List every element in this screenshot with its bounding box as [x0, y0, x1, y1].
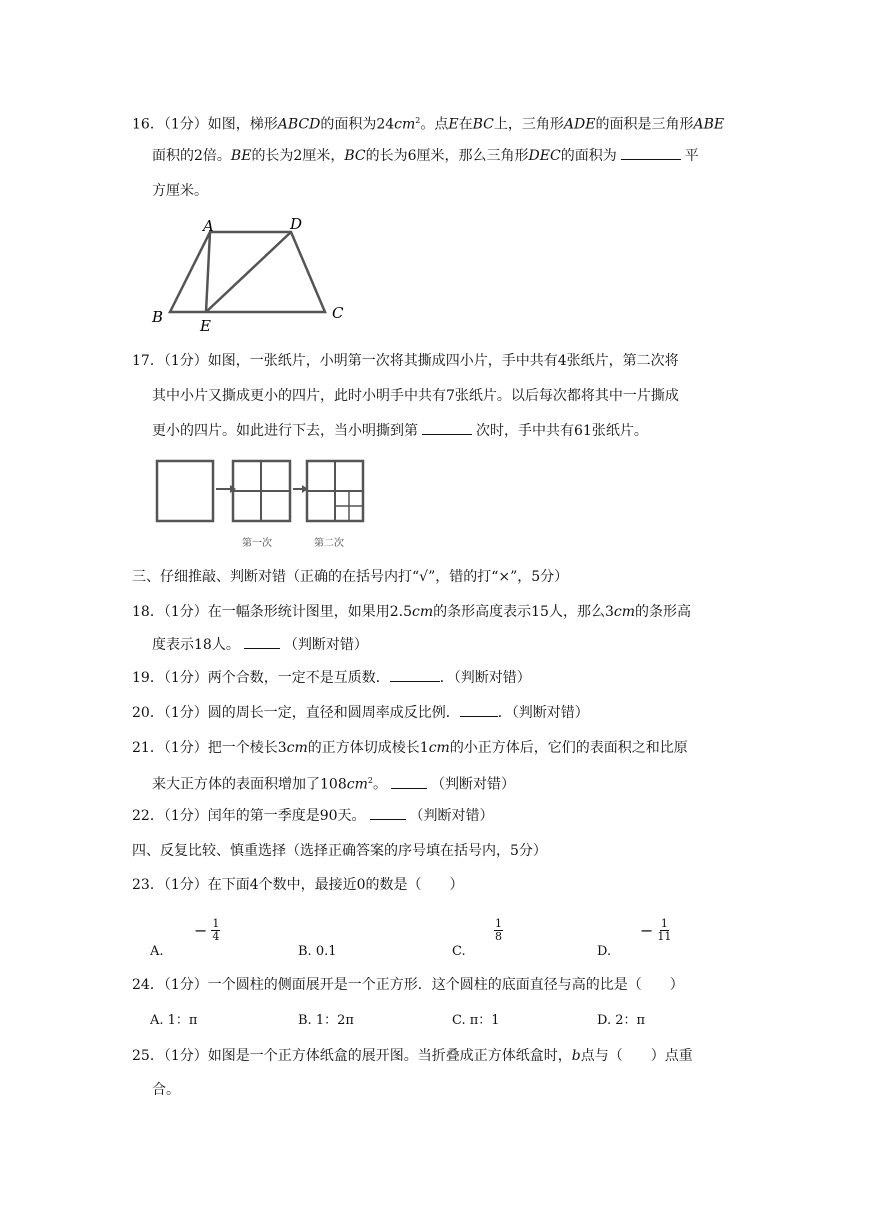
label-d: D — [290, 215, 303, 233]
segment-de — [206, 232, 291, 312]
answer-blank-16[interactable] — [621, 145, 681, 160]
unit-cm: cm — [286, 740, 308, 756]
q23-fraction-d — [640, 918, 671, 943]
q18-text: 的条形高 — [634, 604, 691, 620]
q25-line1 — [132, 1045, 693, 1067]
q19-text: 19．（1分）两个合数，一定不是互质数． — [132, 670, 390, 686]
paper-tearing-figure — [150, 455, 375, 555]
caption-second: 第二次 — [314, 538, 344, 549]
q21-line2 — [152, 770, 515, 796]
answer-blank-21[interactable] — [391, 774, 427, 789]
q16-var: ABE — [693, 116, 725, 133]
fraction — [494, 918, 503, 943]
numerator: 1 — [495, 917, 502, 930]
label-e: E — [200, 317, 211, 335]
q18-text: 的条形高度表示15人，那么3 — [433, 604, 614, 620]
label-c: C — [332, 304, 344, 322]
minus-sign: − — [640, 921, 654, 940]
q17-text: 次时，手中共有61张纸片。 — [476, 423, 648, 439]
paper-whole — [157, 461, 213, 521]
q21-text: 的小正方体后，它们的表面积之和比原 — [449, 740, 688, 756]
q16-text: 。点 — [420, 116, 449, 133]
q21-text: 来大正方体的表面积增加了108 — [152, 776, 347, 793]
q16-text: 的面积是三角形 — [595, 116, 694, 133]
unit-cm: cm — [613, 604, 635, 620]
q22-text: （判断对错） — [409, 808, 494, 824]
q23-option-b[interactable]: B. 0.1 — [298, 944, 337, 959]
q16-var: BC — [344, 148, 366, 164]
q17-text: 更小的四片。如此进行下去，当小明撕到第 — [152, 423, 418, 439]
q16-line1 — [132, 110, 724, 136]
unit-cm: cm — [412, 604, 434, 620]
label-a: A — [203, 217, 214, 235]
q16-text: 的长为2厘米， — [251, 148, 345, 164]
q16-text: 在 — [458, 116, 473, 133]
q22-text: 22．（1分）闰年的第一季度是90天。 — [132, 808, 366, 824]
unit-cm: cm — [428, 740, 450, 756]
q16-text: 面积的2倍。 — [152, 148, 231, 164]
q23-option-a[interactable]: A. — [150, 944, 164, 959]
q23-stem: 23．（1分）在下面4个数中，最接近0的数是（ ） — [132, 877, 464, 893]
q20-text: 20．（1分）圆的周长一定，直径和圆周率成反比例． — [132, 705, 460, 721]
q23-option-c[interactable]: C. — [452, 944, 466, 959]
fraction — [211, 918, 220, 943]
numerator: 1 — [660, 917, 668, 930]
q16-var: ADE — [563, 116, 596, 133]
q25-line2: 合。 — [152, 1082, 180, 1098]
q18-text: 18．（1分）在一幅条形统计图里，如果用2.5 — [132, 604, 412, 620]
q16-line3: 方厘米。 — [152, 183, 208, 199]
minus-sign: − — [194, 921, 208, 940]
answer-blank-20[interactable] — [460, 702, 498, 717]
q17-line2: 其中小片又撕成更小的四片，此时小明手中共有7张纸片。以后每次都将其中一片撕成 — [152, 388, 679, 404]
q21-text: 。 — [372, 776, 387, 793]
denominator: 8 — [495, 930, 502, 943]
q25-var: b — [571, 1048, 581, 1064]
q18-line2 — [152, 634, 368, 656]
section-4-heading: 四、反复比较、慎重选择（选择正确答案的序号填在括号内，5分） — [132, 843, 547, 859]
q21-text: （判断对错） — [430, 776, 515, 793]
q24-option-a[interactable]: A. 1：π — [150, 1013, 198, 1028]
superscript-2: 2 — [415, 116, 421, 125]
label-b: B — [152, 308, 164, 326]
numerator: 1 — [212, 917, 220, 930]
q19-text: ．（判断对错） — [439, 670, 531, 686]
answer-blank-22[interactable] — [370, 805, 406, 820]
q16-var: BC — [472, 116, 494, 133]
q16-line2 — [152, 145, 699, 167]
section-3-heading: 三、仔细推敲、判断对错（正确的在括号内打“√”，错的打“×”，5分） — [132, 569, 569, 585]
q21-text: 的正方体切成棱长1 — [307, 740, 429, 756]
q16-var: ABCD — [277, 116, 321, 133]
denominator: 4 — [212, 930, 220, 943]
denominator: 11 — [657, 930, 672, 943]
q24-option-d[interactable]: D. 2：π — [597, 1013, 646, 1028]
q20-text: ．（判断对错） — [497, 705, 589, 721]
q16-var: E — [448, 116, 459, 133]
q18-text: （判断对错） — [283, 637, 368, 653]
q16-text: 平 — [684, 148, 699, 164]
q18-text: 度表示18人。 — [152, 637, 240, 653]
superscript-2: 2 — [367, 776, 373, 785]
segment-ae — [206, 232, 210, 312]
q16-text: 的面积为 — [560, 148, 617, 164]
trapezoid-figure — [148, 212, 358, 337]
q16-text: 上，三角形 — [493, 116, 564, 133]
q19-line — [132, 667, 531, 689]
q16-text: 的面积为24 — [320, 116, 395, 133]
q16-text: 的长为6厘米，那么三角形 — [365, 148, 529, 164]
q23-fraction-c — [494, 918, 503, 943]
q16-var: DEC — [528, 148, 561, 164]
q20-line — [132, 702, 589, 724]
q25-text: 25．（1分）如图是一个正方体纸盒的展开图。当折叠成正方体纸盒时， — [132, 1048, 572, 1064]
fraction — [657, 918, 671, 943]
unit-cm: cm — [394, 116, 416, 133]
q24-option-c[interactable]: C. π：1 — [452, 1013, 500, 1028]
answer-blank-17[interactable] — [422, 420, 472, 435]
q16-text: 16．（1分）如图，梯形 — [132, 116, 278, 133]
q25-text: 点与（ ）点重 — [580, 1048, 693, 1064]
caption-first: 第一次 — [242, 538, 272, 549]
unit-cm: cm — [346, 776, 368, 793]
answer-blank-18[interactable] — [244, 634, 280, 649]
q16-var: BE — [230, 148, 252, 164]
q17-line1: 17．（1分）如图，一张纸片，小明第一次将其撕成四小片，手中共有4张纸片，第二次将 — [132, 353, 679, 369]
q23-fraction-a — [194, 918, 220, 943]
q21-text: 21．（1分）把一个棱长3 — [132, 740, 287, 756]
q23-option-d[interactable]: D. — [597, 944, 612, 959]
answer-blank-19[interactable] — [390, 667, 440, 682]
q18-line1 — [132, 601, 691, 623]
q17-line3 — [152, 420, 648, 442]
q22-line — [132, 805, 494, 827]
q21-line1 — [132, 737, 688, 759]
q24-option-b[interactable]: B. 1：2π — [298, 1013, 354, 1028]
q24-stem: 24．（1分）一个圆柱的侧面展开是一个正方形．这个圆柱的底面直径与高的比是（ ） — [132, 977, 684, 993]
